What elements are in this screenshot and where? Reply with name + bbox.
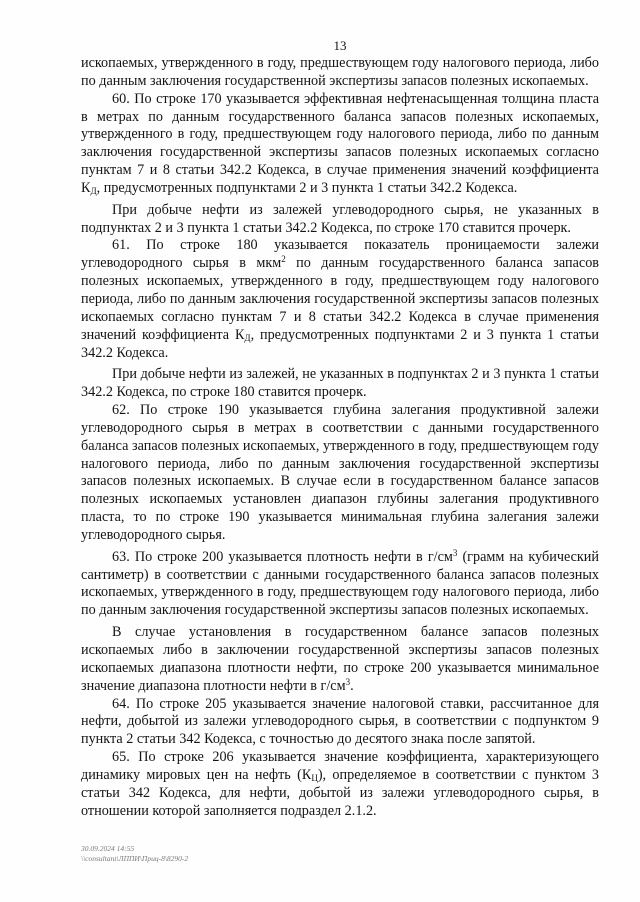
document-body [81, 55, 599, 820]
footer-date: 30.09.2024 14:55 [81, 844, 135, 853]
document-footer [81, 844, 188, 864]
footer-path: \\consultant\ЛППИ\Приц-8\8290-2 [81, 854, 189, 863]
superscript-3: 3 [452, 547, 458, 558]
subscript-d: Д [90, 185, 97, 196]
paragraph-item-62: 62. По строке 190 указывается глубина залегания продуктивной залежи углеводородного сырья в метрах в соответствии с данными государственного баланса запасов полезных ископаемых, утвержденного в году, предшествующем году налогового периода, либо по данным заключения государственной экспертизы запасов полезных ископаемых. В случае если в государственном балансе запасов полезных ископаемых установлен диапазон глубины залегания продуктивного пласта, то по строке 190 указывается минимальная глубина залегания залежи углеводородного сырья. [81, 402, 599, 543]
paragraph-item-61-note: При добыче нефти из залежей, не указанных в подпунктах 2 и 3 пункта 1 статьи 342.2 Кодекса, по строке 180 ставится прочерк. [81, 366, 599, 401]
paragraph-item-61: 61. По строке 180 указывается показатель проницаемости залежи углеводородного сырья в мкм$^2$ по данным государственного баланса запасов полезных ископаемых, утвержденного в году, предшествующем году налогового периода, либо по данным заключения государственной экспертизы запасов полезных ископаемых согласно пунктам 7 и 8 статьи 342.2 Кодекса в случае применения значений коэффициента $К_Д$, предусмотренных подпунктами 2 и 3 пункта 1 статьи 342.2 Кодекса. [81, 237, 600, 361]
page-number: 13 [333, 38, 347, 53]
paragraph-item-65: 65. По строке 206 указывается значение коэффициента, характеризующего динамику мировых цен на нефть $(К_Ц)$, определяемое в соответствии с пунктом 3 статьи 342 Кодекса, для нефти, добытой из залежи углеводородного сырья, в отношении которой заполняется подраздел 2.1.2. [81, 749, 599, 819]
paragraph-item-64: 64. По строке 205 указывается значение налоговой ставки, рассчитанное для нефти, добытой из залежи углеводородного сырья, в соответствии с подпунктом 9 пункта 2 статьи 342 Кодекса, с точностью до десятого знака после запятой. [81, 695, 599, 748]
paragraph-item-60-note: При добыче нефти из залежей углеводородного сырья, не указанных в подпунктах 2 и 3 пункта 1 статьи 342.2 Кодекса, по строке 170 ставится прочерк. [81, 201, 599, 236]
paragraph-item-63-note: В случае установления в государственном балансе запасов полезных ископаемых либо в заключении государственной экспертизы запасов полезных ископаемых диапазона плотности нефти, по строке 200 указывается минимальное значение диапазона плотности нефти в $г/см^3$. [81, 624, 599, 694]
superscript-2: 2 [281, 254, 286, 265]
paragraph-continuation: ископаемых, утвержденного в году, предшествующем году налогового периода, либо по данным заключения государственной экспертизы запасов полезных ископаемых. [81, 55, 599, 89]
paragraph-item-60: 60. По строке 170 указывается эффективная нефтенасыщенная толщина пласта в метрах по данным государственного баланса запасов полезных ископаемых, утвержденного в году, предшествующем году налогового периода, либо по данным заключения государственной экспертизы запасов полезных ископаемых согласно пунктам 7 и 8 статьи 342.2 Кодекса, в случае применения значений коэффициента $К_Д$, предусмотренных подпунктами 2 и 3 пункта 1 статьи 342.2 Кодекса. [81, 90, 599, 196]
paragraph-item-63: 63. По строке 200 указывается плотность нефти в $г/см^3$ (грамм на кубический сантиметр) в соответствии с данными государственного баланса запасов полезных ископаемых, утвержденного в году, предшествующем году налогового периода, либо по данным заключения государственной экспертизы запасов полезных ископаемых. [81, 547, 599, 619]
superscript-3: 3 [345, 676, 351, 687]
subscript-d: Д [244, 332, 251, 343]
subscript-ts: Ц [311, 772, 318, 783]
